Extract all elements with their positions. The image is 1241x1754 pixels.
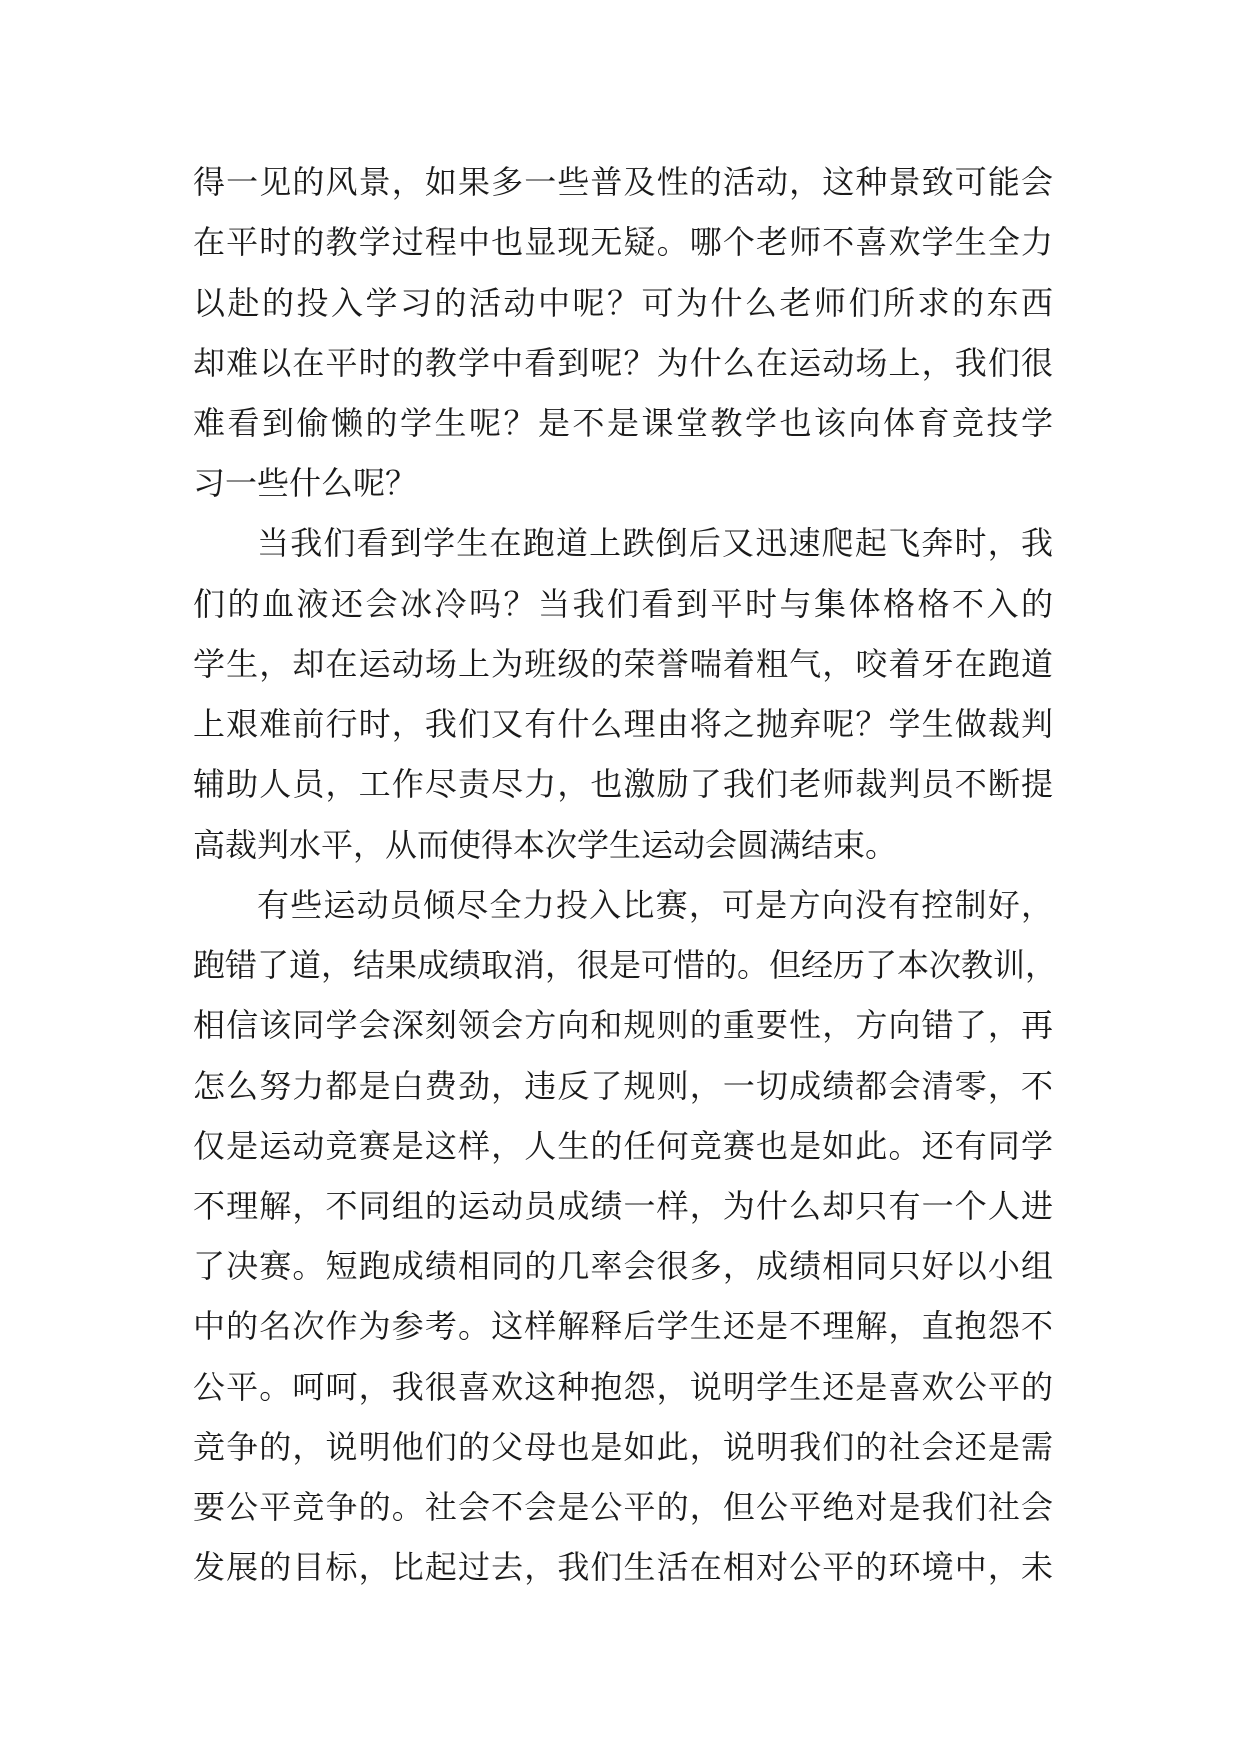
text-line: 却难以在平时的教学中看到呢？为什么在运动场上，我们很	[193, 344, 1053, 382]
text-line: 以赴的投入学习的活动中呢？可为什么老师们所求的东西	[193, 284, 1053, 322]
text-line: 仅是运动竞赛是这样，人生的任何竞赛也是如此。还有同学	[193, 1127, 1053, 1165]
text-line: 不理解，不同组的运动员成绩一样，为什么却只有一个人进	[193, 1187, 1053, 1225]
text-line: 在平时的教学过程中也显现无疑。哪个老师不喜欢学生全力	[193, 223, 1053, 261]
text-line: 发展的目标，比起过去，我们生活在相对公平的环境中，未	[193, 1548, 1053, 1586]
text-line: 了决赛。短跑成绩相同的几率会很多，成绩相同只好以小组	[193, 1247, 1053, 1285]
paragraph-first-line: 有些运动员倾尽全力投入比赛，可是方向没有控制好，	[257, 886, 1053, 924]
text-line: 辅助人员，工作尽责尽力，也激励了我们老师裁判员不断提	[193, 765, 1053, 803]
text-line: 相信该同学会深刻领会方向和规则的重要性，方向错了，再	[193, 1006, 1053, 1044]
text-line: 公平。呵呵，我很喜欢这种抱怨，说明学生还是喜欢公平的	[193, 1368, 1053, 1406]
text-line: 怎么努力都是白费劲，违反了规则，一切成绩都会清零，不	[193, 1067, 1053, 1105]
text-line: 竞争的，说明他们的父母也是如此，说明我们的社会还是需	[193, 1428, 1053, 1466]
text-line: 学生，却在运动场上为班级的荣誉喘着粗气，咬着牙在跑道	[193, 645, 1053, 683]
text-line: 上艰难前行时，我们又有什么理由将之抛弃呢？学生做裁判	[193, 705, 1053, 743]
text-line: 习一些什么呢？	[193, 464, 418, 502]
paragraph-first-line: 当我们看到学生在跑道上跌倒后又迅速爬起飞奔时，我	[257, 524, 1053, 562]
text-line: 跑错了道，结果成绩取消，很是可惜的。但经历了本次教训，	[193, 946, 1058, 984]
text-line: 要公平竞争的。社会不会是公平的，但公平绝对是我们社会	[193, 1488, 1053, 1526]
text-line: 们的血液还会冰冷吗？当我们看到平时与集体格格不入的	[193, 585, 1053, 623]
text-line: 难看到偷懒的学生呢？是不是课堂教学也该向体育竞技学	[193, 404, 1053, 442]
text-line: 得一见的风景，如果多一些普及性的活动，这种景致可能会	[193, 163, 1053, 201]
text-line: 中的名次作为参考。这样解释后学生还是不理解，直抱怨不	[193, 1307, 1053, 1345]
text-line: 高裁判水平，从而使得本次学生运动会圆满结束。	[193, 826, 898, 864]
